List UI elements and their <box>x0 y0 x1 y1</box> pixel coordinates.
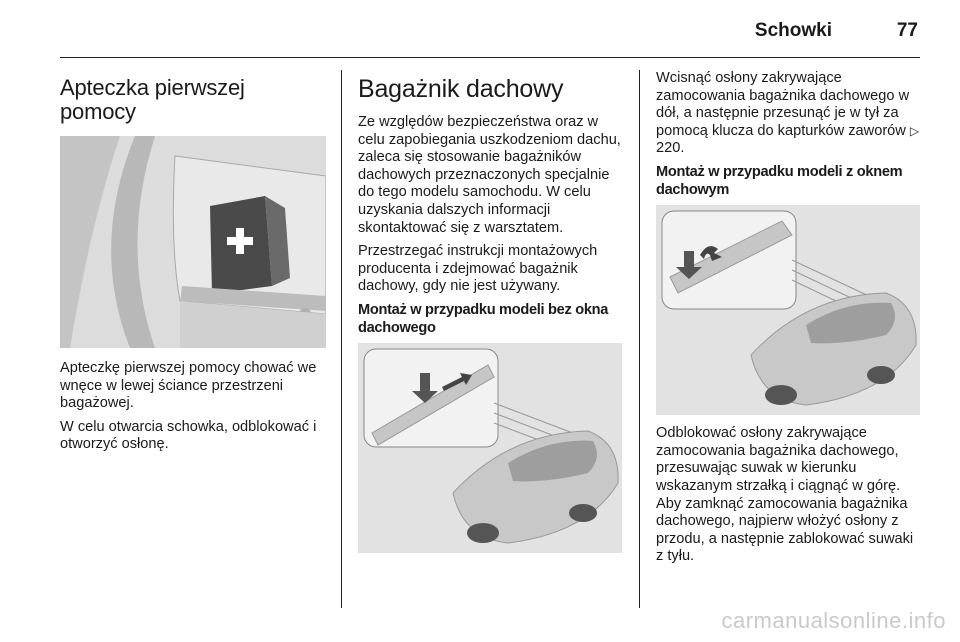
roof-rack-sunroof-figure <box>656 205 920 415</box>
triangle-right-icon: ▷ <box>909 123 920 138</box>
page-header <box>60 0 920 58</box>
heading-first-aid: Apteczka pierwszej pomocy <box>60 75 245 124</box>
column-roof-rack <box>358 70 624 553</box>
page-reference[interactable]: 220. <box>656 140 685 157</box>
first-aid-kit-figure <box>60 136 326 348</box>
paragraph-text: Wcisnąć osłony zakrywające zamocowania bagażnika dachowego w dół, a następnie przesunąć je w tył za pomocą klucza do kapturków zaworów <box>656 70 910 139</box>
page-number: 77 <box>896 20 918 41</box>
paragraph: Apteczkę pierwszej pomocy chować we wnęce w lewej ściance przestrzeni bagażowej. <box>60 360 317 412</box>
paragraph: W celu otwarcia schowka, odblokować i otworzyć osłonę. <box>60 418 317 453</box>
roof-rack-mount-figure <box>358 343 622 553</box>
paragraph: Przestrzegać instrukcji montażowych producenta i zdejmować bagażnik dachowy, gdy nie jest używany. <box>358 243 598 295</box>
column-divider <box>639 70 640 608</box>
paragraph: Ze względów bezpieczeństwa oraz w celu zapobiegania uszkodzeniom dachu, zaleca się stosowanie bagażników dachowych przeznaczonych specjalnie do tego modelu samochodu. W celu uzyskania dalszych informacji skontaktować się z warsztatem. <box>358 114 621 236</box>
paragraph <box>656 70 922 158</box>
column-first-aid <box>60 70 326 460</box>
paragraph: Odblokować osłony zakrywające zamocowania bagażnika dachowego, przesuwając suwak w kierunku wskazanym strzałką i ciągnąć w górę. Aby zamknąć zamocowania bagażnika dachowego, najpierw włożyć osłony z przodu, a następnie zablokować suwaki z tyłu. <box>656 425 914 565</box>
section-title: Schowki <box>754 20 832 41</box>
subheading-with-sunroof: Montaż w przypadku modeli z oknem dachowym <box>656 163 903 198</box>
column-divider <box>341 70 342 608</box>
heading-roof-rack: Bagażnik dachowy <box>358 75 564 103</box>
column-roof-rack-cont <box>656 70 922 572</box>
watermark: carmanualsonline.info <box>721 608 946 633</box>
subheading-without-sunroof: Montaż w przypadku modeli bez okna dachowego <box>358 301 609 336</box>
